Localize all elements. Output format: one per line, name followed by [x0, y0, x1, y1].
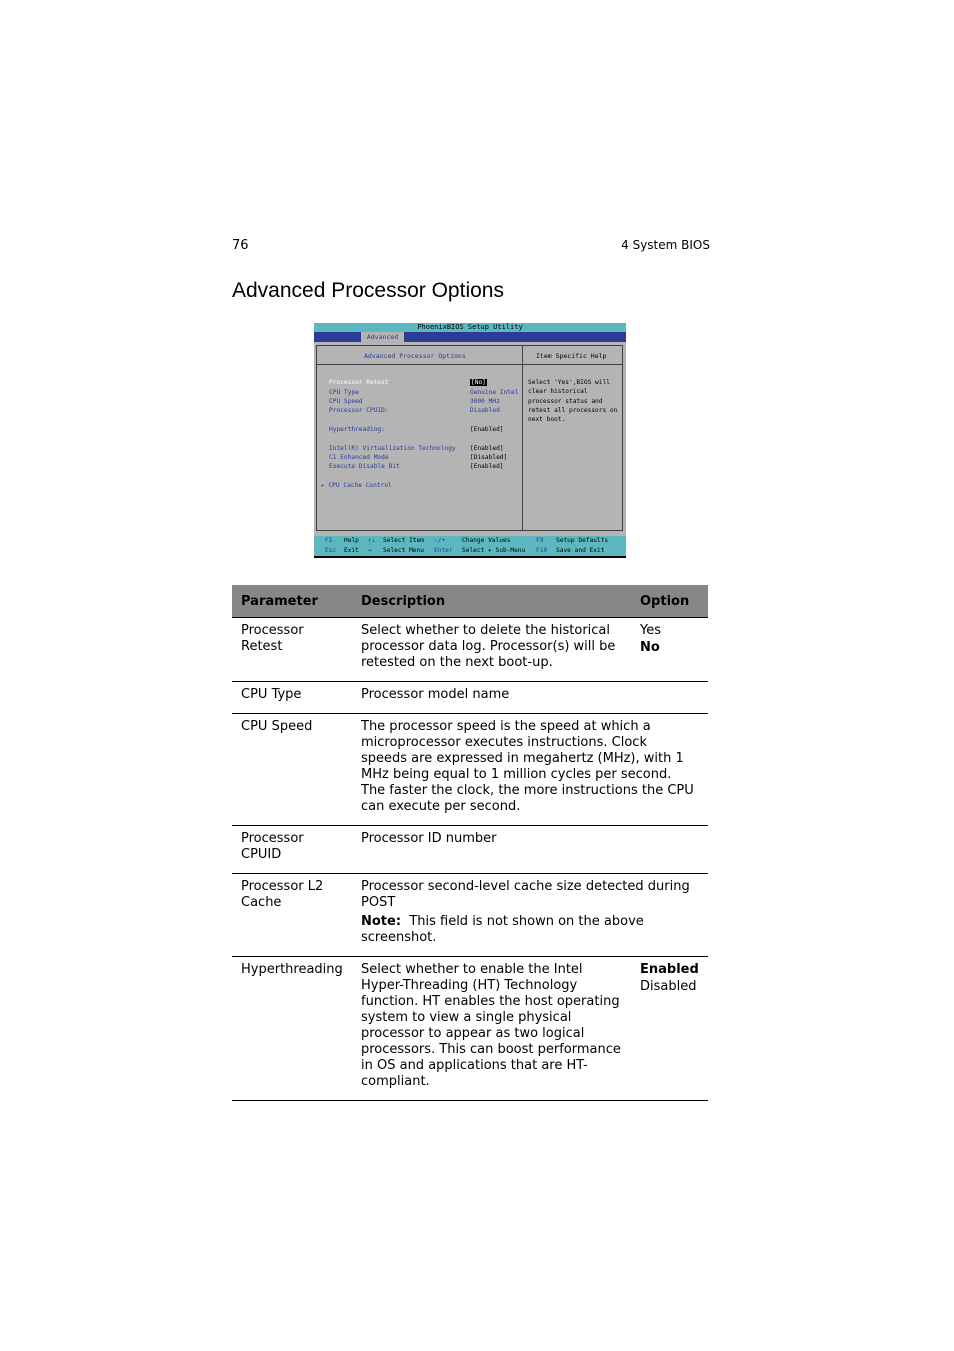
bios-row-cpuid: Processor CPUID:	[329, 407, 389, 414]
chapter-heading: 4 System BIOS	[621, 238, 710, 252]
page-number: 76	[232, 238, 249, 253]
table-row	[232, 957, 708, 1101]
header-option: Option	[631, 585, 708, 618]
bios-frame	[316, 345, 623, 531]
bios-value: [Enabled]	[470, 444, 504, 452]
bios-key-action: Change Values	[462, 537, 511, 544]
param-note	[361, 914, 699, 946]
table-row	[232, 618, 708, 682]
table-header-row	[232, 585, 708, 618]
bios-key-action: Help	[344, 537, 359, 544]
bios-value	[470, 379, 487, 386]
option-default: No	[640, 640, 660, 655]
param-description: Select whether to enable the Intel Hyper-Threading (HT) Technology function. HT enables the host operating system to view a single physical processor to appear as two logical processors. This can boost performance in OS and applications that are HT-compliant.	[352, 957, 631, 1101]
page-title: Advanced Processor Options	[232, 279, 504, 302]
table-row	[232, 874, 708, 957]
note-text: This field is not shown on the above screenshot.	[361, 914, 644, 945]
parameter-table	[232, 585, 708, 1101]
param-options	[631, 957, 708, 1101]
param-description: The processor speed is the speed at which a microprocessor executes instructions. Clock speeds are expressed in megahertz (MHz), with 1 MHz being equal to 1 million cycles per second. The faster the clock, the more instructions the CPU can execute per second.	[352, 714, 708, 826]
param-name: Processor Retest	[232, 618, 352, 682]
bios-key: F1	[325, 537, 333, 544]
bios-key-action: Setup Defaults	[556, 537, 609, 544]
param-options	[631, 618, 708, 682]
header-parameter: Parameter	[232, 585, 352, 618]
param-name: CPU Type	[232, 682, 352, 714]
note-label: Note:	[361, 914, 402, 929]
bios-key: ↔	[368, 546, 372, 554]
bios-tab-advanced: Advanced	[361, 332, 404, 342]
table-row	[232, 714, 708, 826]
param-name: Hyperthreading	[232, 957, 352, 1101]
bios-screenshot	[314, 323, 626, 558]
param-description: Processor model name	[352, 682, 708, 714]
bios-key: F9	[536, 537, 544, 544]
bios-value: Disabled	[470, 407, 500, 414]
bios-row-c1-enhanced: C1 Enhanced Mode	[329, 454, 389, 461]
bios-menu-bar	[314, 332, 626, 342]
param-description: Processor ID number	[352, 826, 708, 874]
param-description-cell	[352, 874, 708, 957]
bios-selected-value: [No]	[471, 379, 486, 386]
bios-key-action: Select ▸ Sub-Menu	[462, 546, 526, 554]
bios-row-cpu-speed: CPU Speed	[329, 398, 363, 405]
bios-key-action: Save and Exit	[556, 546, 605, 554]
bios-value: [Disabled]	[470, 454, 508, 461]
bios-row-cpu-type: CPU Type	[329, 388, 359, 396]
bios-value: [Enabled]	[470, 426, 504, 433]
option-value: Yes	[640, 623, 661, 638]
table-row	[232, 682, 708, 714]
param-name: Processor CPUID	[232, 826, 352, 874]
bios-value: [Enabled]	[470, 463, 504, 470]
bios-submenu-cache-control: ▸ CPU Cache Control	[321, 481, 392, 489]
bios-key: Esc	[325, 546, 337, 554]
option-value: Disabled	[640, 979, 697, 994]
table-row	[232, 826, 708, 874]
bios-title-bar: PhoenixBIOS Setup Utility	[314, 323, 626, 332]
bios-help-text: Select 'Yes',BIOS will clear historical processor status and retest all processors on next boot.	[528, 379, 618, 424]
bios-value: Genuine Intel	[470, 388, 519, 396]
bios-row-hyperthreading: Hyperthreading:	[329, 426, 385, 433]
param-description: Processor second-level cache size detected during POST	[361, 879, 690, 910]
bios-key: -/+	[434, 537, 446, 544]
bios-key: ↑↓	[368, 537, 376, 544]
bios-footer	[314, 536, 626, 556]
param-name: Processor L2 Cache	[232, 874, 352, 957]
param-name: CPU Speed	[232, 714, 352, 826]
bios-row-execute-disable: Execute Disable Bit	[329, 463, 400, 470]
bios-divider	[522, 345, 523, 531]
bios-key: Enter	[434, 546, 453, 554]
bios-divider	[316, 364, 623, 365]
bios-key: F10	[536, 546, 548, 554]
bios-bottom-border	[314, 556, 626, 558]
bios-key-action: Select Menu	[383, 546, 424, 554]
bios-row-virtualization: Intel(R) Virtualization Technology	[329, 444, 456, 452]
bios-value: 3000 MHz	[470, 398, 500, 405]
param-description: Select whether to delete the historical processor data log. Processor(s) will be retested on the next boot-up.	[352, 618, 631, 682]
option-default: Enabled	[640, 962, 699, 977]
bios-key-action: Select Item	[383, 537, 424, 544]
bios-help-title: Item Specific Help	[536, 352, 607, 360]
bios-row-processor-retest: Processor Retest	[329, 379, 389, 386]
bios-key-action: Exit	[344, 546, 359, 554]
bios-panel-title: Advanced Processor Options	[364, 352, 466, 360]
header-description: Description	[352, 585, 631, 618]
